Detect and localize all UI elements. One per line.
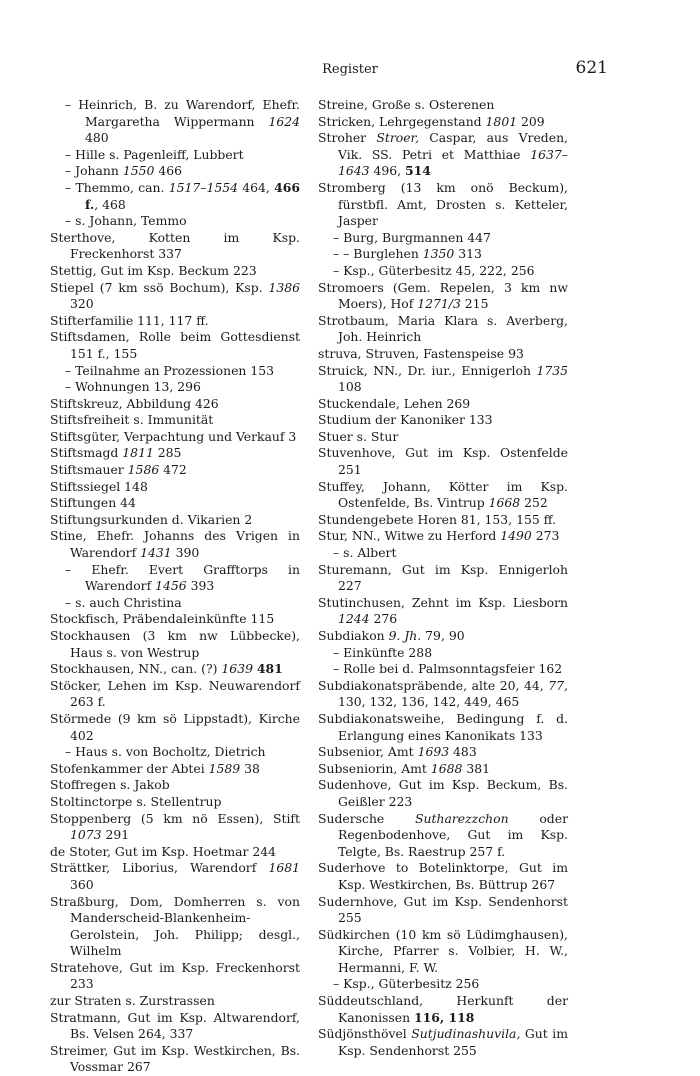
index-entry: Struick, NN., Dr. iur., Ennigerloh 1735 108 xyxy=(318,362,568,395)
index-entry: Stiftungen 44 xyxy=(50,495,136,511)
index-entry: Strättker, Liborius, Warendorf 1681 360 xyxy=(50,860,300,892)
index-entry: Studium der Kanoniker 133 xyxy=(318,412,493,428)
index-entry: Stöcker, Lehen im Ksp. Neuwarendorf 263 f. xyxy=(50,677,300,710)
index-entry: Stratmann, Gut im Ksp. Altwarendorf, Bs. Velsen 264, 337 xyxy=(50,1009,300,1042)
index-entry: – Wohnungen 13, 296 xyxy=(65,379,201,395)
index-entry: Stuvenhove, Gut im Ksp. Ostenfelde 251 xyxy=(318,445,568,478)
index-entry: – – Burglehen 1350 313 xyxy=(333,246,482,262)
running-head: Register xyxy=(322,62,378,77)
index-entry: – Einkünfte 288 xyxy=(333,644,433,660)
index-entry: Stiftsgüter, Verpachtung und Verkauf 3 xyxy=(50,428,297,444)
index-entry: Stiftsfreiheit s. Immunität xyxy=(50,412,214,428)
index-entry: Streine, Große s. Osterenen xyxy=(318,97,495,112)
index-entry: Stuffey, Johann, Kötter im Ksp. Ostenfelde, Bs. Vintrup 1668 252 xyxy=(318,478,568,511)
index-entry: Stutinchusen, Zehnt im Ksp. Liesborn 1244 276 xyxy=(318,594,568,627)
right-column xyxy=(318,97,568,1059)
left-column xyxy=(50,97,300,1076)
index-entry: Stiftsmagd 1811 285 xyxy=(50,445,182,461)
index-entry: Stiftsdamen, Rolle beim Gottesdienst 151 f., 155 xyxy=(50,329,300,361)
index-entry: Stricken, Lehrgegenstand 1801 209 xyxy=(318,113,545,129)
index-entry: Sturemann, Gut im Ksp. Ennigerloh 227 xyxy=(318,561,568,594)
index-entry: – Ksp., Güterbesitz 45, 222, 256 xyxy=(333,262,535,278)
index-entry: – s. Albert xyxy=(333,545,397,561)
index-entry: Subdiakon 9. Jh. 79, 90 xyxy=(318,628,465,643)
index-entry: Sudersche Sutharezzchon oder Regenbodenhove, Gut im Ksp. Telgte, Bs. Raestrup 257 f. xyxy=(318,810,568,859)
index-entry: Sudernhove, Gut im Ksp. Sendenhorst 255 xyxy=(318,893,568,926)
index-entry: Stromberg (13 km onö Beckum), fürstbfl. Amt, Drosten s. Ketteler, Jasper xyxy=(318,179,568,229)
index-entry: Stoltinctorpe s. Stellentrup xyxy=(50,793,222,809)
index-entry: Stockfisch, Präbendaleinkünfte 115 xyxy=(50,611,275,627)
index-entry: Strotbaum, Maria Klara s. Averberg, Joh. Heinrich xyxy=(318,312,568,345)
index-entry: Stoppenberg (5 km nö Essen), Stift 1073 291 xyxy=(50,810,300,843)
index-entry: struva, Struven, Fastenspeise 93 xyxy=(318,345,524,361)
index-entry: Stuckendale, Lehen 269 xyxy=(318,395,471,411)
index-entry: – s. auch Christina xyxy=(65,594,182,610)
index-entry: – Haus s. von Bocholtz, Dietrich xyxy=(65,744,266,760)
index-entry: Stettig, Gut im Ksp. Beckum 223 xyxy=(50,262,257,278)
index-entry: Stur, NN., Witwe zu Herford 1490 273 xyxy=(318,528,560,544)
index-entry: Stundengebete Horen 81, 153, 155 ff. xyxy=(318,511,556,527)
page-number: 621 xyxy=(575,58,608,78)
index-entry: – Ehefr. Evert Grafftorps in Warendorf 1456 393 xyxy=(65,561,300,594)
index-entry: Südkirchen (10 km sö Lüdimghausen), Kirche, Pfarrer s. Volbier, H. W., Hermanni, F. W. xyxy=(318,926,568,975)
index-entry: Stratehove, Gut im Ksp. Freckenhorst 233 xyxy=(50,959,300,992)
index-entry: Stockhausen (3 km nw Lübbecke), Haus s. von Westrup xyxy=(50,628,300,660)
index-entry: Störmede (9 km sö Lippstadt), Kirche 402 xyxy=(50,710,300,743)
index-entry: – Heinrich, B. zu Warendorf, Ehefr. Margaretha Wippermann 1624 480 xyxy=(65,97,300,146)
index-entry: Sterthove, Kotten im Ksp. Freckenhorst 337 xyxy=(50,229,300,262)
index-entry: – Hille s. Pagenleiff, Lubbert xyxy=(65,146,244,162)
index-entry: – Teilnahme an Prozessionen 153 xyxy=(65,362,274,378)
index-entry: Stiftungsurkunden d. Vikarien 2 xyxy=(50,511,253,527)
index-entry: Stifterfamilie 111, 117 ff. xyxy=(50,312,209,328)
index-entry: Subdiakonatsweihe, Bedingung f. d. Erlangung eines Kanonikats 133 xyxy=(318,710,568,743)
index-entry: Stiftssiegel 148 xyxy=(50,478,148,494)
index-entry: Südjönsthövel Sutjudinashuvila, Gut im Ksp. Sendenhorst 255 xyxy=(318,1026,568,1058)
index-entry: Stoffregen s. Jakob xyxy=(50,777,170,793)
index-entry: – s. Johann, Temmo xyxy=(65,213,187,229)
index-entry: – Themmo, can. 1517–1554 464, 466 f., 468 xyxy=(65,179,301,212)
index-entry: Stiftskreuz, Abbildung 426 xyxy=(50,395,219,411)
index-entry: Subseniorin, Amt 1688 381 xyxy=(318,760,490,776)
index-entry: – Burg, Burgmannen 447 xyxy=(333,229,491,245)
index-entry: Stiepel (7 km ssö Bochum), Ksp. 1386 320 xyxy=(50,279,300,312)
index-entry: Sudenhove, Gut im Ksp. Beckum, Bs. Geißler 223 xyxy=(318,777,568,809)
index-entry: Straßburg, Dom, Domherren s. von Manderscheid-Blankenheim-Gerolstein, Joh. Philipp; desgl., Wilhelm xyxy=(50,893,300,959)
index-entry: Stromoers (Gem. Repelen, 3 km nw Moers), Hof 1271/3 215 xyxy=(318,279,568,312)
index-entry: de Stoter, Gut im Ksp. Hoetmar 244 xyxy=(50,843,276,859)
index-entry: – Johann 1550 466 xyxy=(65,163,182,179)
index-entry: Stuer s. Stur xyxy=(318,428,399,444)
index-entry: Stofenkammer der Abtei 1589 38 xyxy=(50,760,260,776)
page-header xyxy=(0,58,700,82)
index-entry: Süddeutschland, Herkunft der Kanonissen 116, 118 xyxy=(318,993,568,1025)
index-entry: – Rolle bei d. Palmsonntagsfeier 162 xyxy=(333,661,563,677)
index-entry: Stiftsmauer 1586 472 xyxy=(50,462,187,478)
index-entry: – Ksp., Güterbesitz 256 xyxy=(333,976,480,992)
index-entry: Subsenior, Amt 1693 483 xyxy=(318,744,477,760)
index-entry: Stine, Ehefr. Johanns des Vrigen in Warendorf 1431 390 xyxy=(50,528,300,561)
index-entry: Stroher Stroer, Caspar, aus Vreden, Vik. SS. Petri et Matthiae 1637–1643 496, 514 xyxy=(318,130,568,179)
index-entry: zur Straten s. Zurstrassen xyxy=(50,993,215,1009)
index-entry: Streimer, Gut im Ksp. Westkirchen, Bs. Vossmar 267 xyxy=(50,1042,300,1075)
index-entry: Stockhausen, NN., can. (?) 1639 481 xyxy=(50,661,283,677)
index-entry: Suderhove to Botelinktorpe, Gut im Ksp. Westkirchen, Bs. Büttrup 267 xyxy=(318,860,568,892)
index-entry: Subdiakonatspräbende, alte 20, 44, 77, 130, 132, 136, 142, 449, 465 xyxy=(318,677,568,710)
